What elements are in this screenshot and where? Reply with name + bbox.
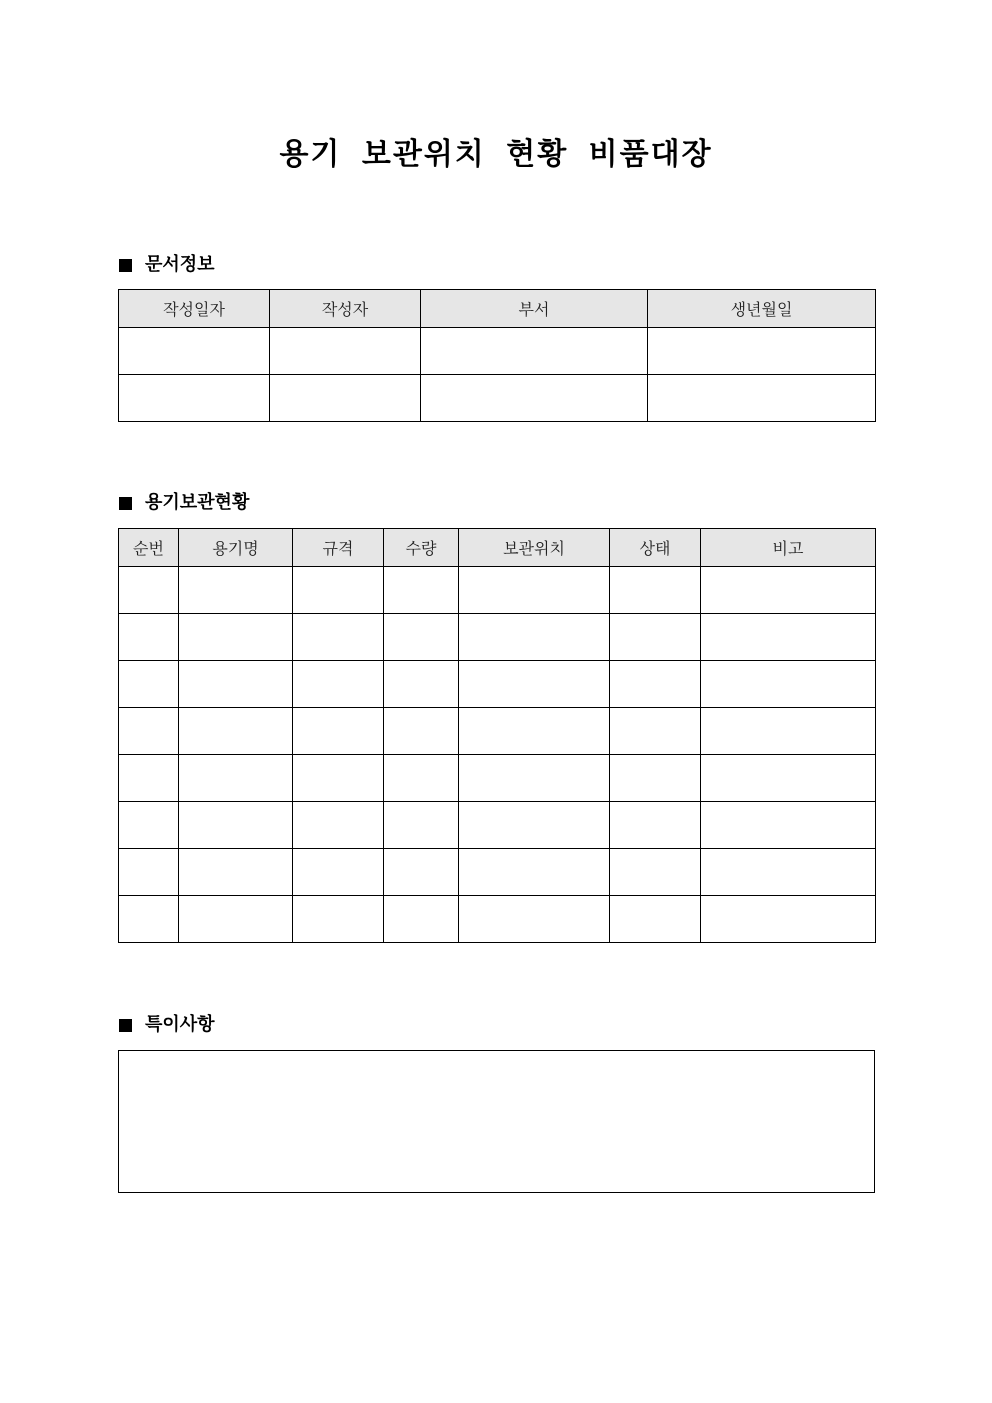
table-cell[interactable] (179, 896, 293, 943)
table-cell[interactable] (119, 708, 179, 755)
column-header-condition: 상태 (610, 529, 701, 567)
table-cell[interactable] (384, 849, 459, 896)
square-bullet-icon (119, 259, 132, 272)
table-cell[interactable] (384, 614, 459, 661)
column-header-number: 순번 (119, 529, 179, 567)
table-row (119, 614, 876, 661)
table-cell[interactable] (701, 567, 876, 614)
table-cell[interactable] (179, 661, 293, 708)
table-cell[interactable] (701, 661, 876, 708)
special-notes-heading (119, 1013, 215, 1037)
square-bullet-icon (119, 1019, 132, 1032)
table-cell[interactable] (179, 708, 293, 755)
table-cell[interactable] (610, 896, 701, 943)
table-row (119, 661, 876, 708)
special-notes-heading-label: 특이사항 (145, 1014, 215, 1035)
table-cell[interactable] (293, 755, 384, 802)
table-cell[interactable] (293, 849, 384, 896)
table-cell[interactable] (701, 849, 876, 896)
table-row (119, 755, 876, 802)
table-row (119, 375, 876, 422)
document-title: 용기 보관위치 현황 비품대장 (279, 137, 713, 172)
table-cell[interactable] (610, 614, 701, 661)
column-header-quantity: 수량 (384, 529, 459, 567)
table-cell[interactable] (459, 849, 610, 896)
table-cell[interactable] (648, 375, 876, 422)
square-bullet-icon (119, 497, 132, 510)
table-cell[interactable] (384, 708, 459, 755)
table-cell[interactable] (421, 328, 648, 375)
doc-info-header-row (119, 290, 876, 328)
column-header-author: 작성자 (270, 290, 421, 328)
table-cell[interactable] (270, 375, 421, 422)
table-row (119, 896, 876, 943)
table-cell[interactable] (119, 328, 270, 375)
table-cell[interactable] (610, 661, 701, 708)
column-header-spec: 규격 (293, 529, 384, 567)
table-cell[interactable] (179, 849, 293, 896)
table-cell[interactable] (610, 755, 701, 802)
table-cell[interactable] (459, 896, 610, 943)
table-cell[interactable] (293, 802, 384, 849)
table-cell[interactable] (119, 896, 179, 943)
container-status-header-row (119, 529, 876, 567)
table-cell[interactable] (270, 328, 421, 375)
table-cell[interactable] (648, 328, 876, 375)
table-cell[interactable] (459, 708, 610, 755)
column-header-remarks: 비고 (701, 529, 876, 567)
table-cell[interactable] (459, 755, 610, 802)
container-status-heading-label: 용기보관현황 (145, 492, 250, 513)
table-cell[interactable] (384, 661, 459, 708)
table-cell[interactable] (119, 755, 179, 802)
table-cell[interactable] (179, 567, 293, 614)
table-cell[interactable] (179, 802, 293, 849)
column-header-department: 부서 (421, 290, 648, 328)
table-cell[interactable] (293, 896, 384, 943)
table-row (119, 328, 876, 375)
table-cell[interactable] (384, 567, 459, 614)
table-cell[interactable] (610, 567, 701, 614)
table-cell[interactable] (384, 755, 459, 802)
table-cell[interactable] (701, 755, 876, 802)
table-cell[interactable] (459, 802, 610, 849)
table-cell[interactable] (384, 802, 459, 849)
table-row (119, 802, 876, 849)
table-cell[interactable] (119, 849, 179, 896)
special-notes-box[interactable] (118, 1050, 875, 1193)
table-cell[interactable] (119, 375, 270, 422)
table-cell[interactable] (459, 661, 610, 708)
container-status-heading (119, 491, 249, 515)
table-cell[interactable] (384, 896, 459, 943)
table-cell[interactable] (119, 567, 179, 614)
table-cell[interactable] (459, 567, 610, 614)
table-cell[interactable] (701, 708, 876, 755)
table-cell[interactable] (293, 661, 384, 708)
table-cell[interactable] (701, 896, 876, 943)
table-cell[interactable] (179, 755, 293, 802)
table-cell[interactable] (179, 614, 293, 661)
table-cell[interactable] (459, 614, 610, 661)
table-cell[interactable] (701, 802, 876, 849)
table-row (119, 849, 876, 896)
table-row (119, 708, 876, 755)
column-header-container-name: 용기명 (179, 529, 293, 567)
table-cell[interactable] (701, 614, 876, 661)
column-header-birthdate: 생년월일 (648, 290, 876, 328)
table-cell[interactable] (610, 708, 701, 755)
column-header-date: 작성일자 (119, 290, 270, 328)
table-cell[interactable] (293, 567, 384, 614)
table-cell[interactable] (119, 802, 179, 849)
table-cell[interactable] (119, 661, 179, 708)
column-header-storage-location: 보관위치 (459, 529, 610, 567)
table-cell[interactable] (610, 802, 701, 849)
container-status-table (118, 528, 876, 943)
doc-info-heading-label: 문서정보 (145, 254, 215, 275)
table-cell[interactable] (610, 849, 701, 896)
table-cell[interactable] (293, 614, 384, 661)
table-row (119, 567, 876, 614)
doc-info-heading (119, 253, 215, 277)
table-cell[interactable] (421, 375, 648, 422)
table-cell[interactable] (119, 614, 179, 661)
table-cell[interactable] (293, 708, 384, 755)
doc-info-table (118, 289, 876, 422)
